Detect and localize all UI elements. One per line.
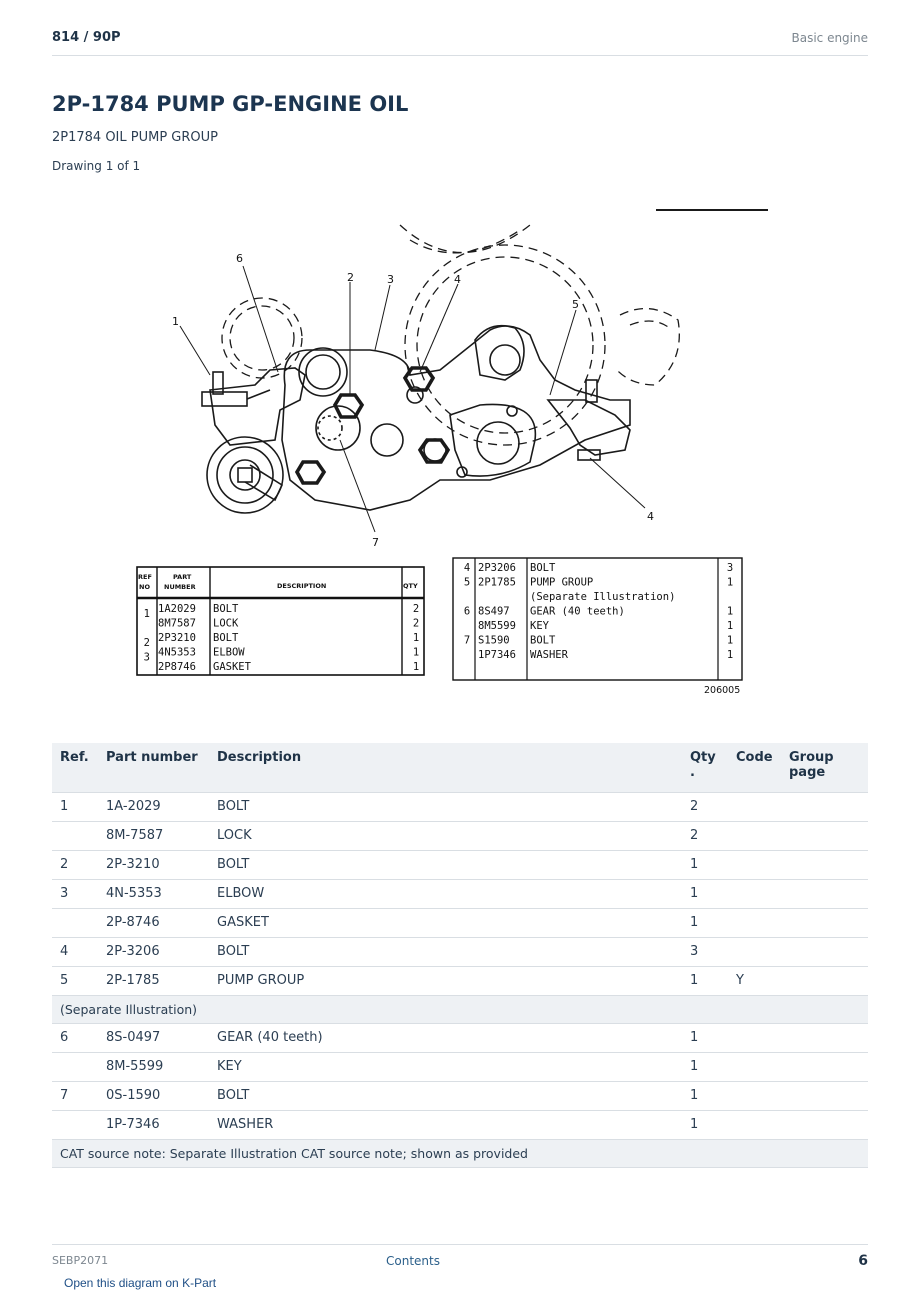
inset-part-number: 8M5599 — [478, 620, 516, 632]
illustration-number: 206005 — [704, 685, 741, 696]
page-number: 6 — [858, 1253, 868, 1269]
qty-cell: 1 — [682, 1052, 728, 1081]
callout-1: 1 — [172, 315, 179, 328]
inset-part-number: 2P8746 — [158, 661, 196, 673]
code-cell — [728, 1110, 781, 1139]
inset-description: BOLT — [530, 634, 556, 647]
inset-part-number: 2P3206 — [478, 562, 516, 574]
open-kpart-link[interactable]: Open this diagram on K-Part — [64, 1276, 217, 1290]
code-cell — [728, 850, 781, 879]
inset-qty: 1 — [726, 649, 734, 661]
inset-qty: 1 — [726, 576, 734, 589]
contents-link[interactable]: Contents — [386, 1254, 440, 1268]
inset-part-number: S1590 — [478, 634, 510, 647]
code-cell — [728, 1023, 781, 1052]
ref-cell: 7 — [52, 1081, 98, 1110]
part-number-cell[interactable]: 2P-1785 — [98, 966, 209, 995]
ref-cell — [52, 908, 98, 937]
inset-left-desc-header: DESCRIPTION — [277, 582, 327, 590]
code-cell — [728, 937, 781, 966]
svg-text:REF: REF — [138, 573, 152, 581]
qty-cell: 1 — [682, 1110, 728, 1139]
inset-ref: 4 — [463, 562, 471, 574]
part-number-cell[interactable]: 2P-3206 — [98, 937, 209, 966]
table-note-row — [52, 1139, 868, 1167]
section-label: Basic engine — [791, 31, 868, 45]
qty-cell: 1 — [682, 850, 728, 879]
table-row — [52, 908, 868, 937]
ref-cell: 4 — [52, 937, 98, 966]
pump-drawing — [180, 210, 768, 532]
inset-qty: 1 — [412, 661, 420, 673]
inset-description: GASKET — [213, 661, 251, 673]
col-qty: Qty . — [682, 743, 728, 792]
part-number-cell[interactable]: 1P-7346 — [98, 1110, 209, 1139]
inset-parts-list-right — [453, 558, 742, 696]
page-header — [52, 28, 868, 56]
svg-text:NO: NO — [139, 583, 150, 591]
inset-ref: 6 — [463, 605, 471, 618]
table-row — [52, 1052, 868, 1081]
inset-description: LOCK — [213, 617, 239, 630]
ref-cell: 1 — [52, 792, 98, 821]
description-cell: BOLT — [209, 937, 682, 966]
parts-table — [52, 743, 868, 1168]
inset-ref: 7 — [463, 634, 471, 647]
qty-cell: 1 — [682, 1023, 728, 1052]
inset-part-number: 1A2029 — [158, 603, 196, 615]
inset-left-qty-header: QTY — [403, 582, 418, 590]
svg-text:NUMBER: NUMBER — [164, 583, 196, 591]
group-subtitle: 2P1784 OIL PUMP GROUP — [52, 130, 219, 145]
inset-description: BOLT — [213, 632, 239, 644]
table-note-row — [52, 995, 868, 1023]
qty-cell: 1 — [682, 966, 728, 995]
code-cell — [728, 792, 781, 821]
description-cell: BOLT — [209, 792, 682, 821]
inset-description: BOLT — [213, 603, 239, 615]
description-cell: GEAR (40 teeth) — [209, 1023, 682, 1052]
table-row — [52, 1110, 868, 1139]
part-number-cell[interactable]: 2P-8746 — [98, 908, 209, 937]
inset-description: PUMP GROUP — [530, 576, 594, 589]
qty-cell: 1 — [682, 1081, 728, 1110]
doc-id: SEBP2071 — [52, 1254, 109, 1267]
qty-cell: 2 — [682, 792, 728, 821]
callout-6: 6 — [236, 252, 243, 265]
table-row — [52, 966, 868, 995]
description-cell: PUMP GROUP — [209, 966, 682, 995]
group-page-cell — [781, 1023, 868, 1052]
group-page-cell — [781, 879, 868, 908]
note-text: CAT source note: Separate Illustration CAT source note; shown as provided — [52, 1139, 868, 1167]
inset-qty: 3 — [726, 562, 734, 574]
group-page-cell — [781, 937, 868, 966]
table-row — [52, 821, 868, 850]
inset-ref: 2 — [143, 637, 150, 649]
ref-cell — [52, 821, 98, 850]
inset-part-number: 2P3210 — [158, 632, 196, 644]
qty-cell: 2 — [682, 821, 728, 850]
group-page-cell — [781, 966, 868, 995]
group-page-cell — [781, 1052, 868, 1081]
code-cell: Y — [728, 966, 781, 995]
inset-qty: 2 — [412, 617, 420, 630]
ref-cell — [52, 1052, 98, 1081]
callout-4-bottom: 4 — [647, 510, 654, 523]
inset-qty: 1 — [412, 632, 420, 644]
qty-cell: 3 — [682, 937, 728, 966]
group-page-cell — [781, 850, 868, 879]
ref-cell: 6 — [52, 1023, 98, 1052]
inset-description: GEAR (40 teeth) — [530, 605, 625, 618]
inset-ref: 3 — [143, 651, 150, 664]
callout-7: 7 — [372, 536, 379, 549]
table-row — [52, 1023, 868, 1052]
part-number-cell[interactable]: 8S-0497 — [98, 1023, 209, 1052]
part-number-cell[interactable]: 0S-1590 — [98, 1081, 209, 1110]
description-cell: KEY — [209, 1052, 682, 1081]
inset-description: KEY — [530, 620, 549, 632]
callout-3: 3 — [387, 273, 394, 286]
inset-part-number: 8S497 — [478, 605, 510, 618]
col-ref: Ref. — [52, 743, 98, 792]
code-cell — [728, 821, 781, 850]
inset-part-number: 1P7346 — [478, 649, 516, 661]
table-row — [52, 792, 868, 821]
ref-cell: 2 — [52, 850, 98, 879]
qty-cell: 1 — [682, 879, 728, 908]
group-page-cell — [781, 1081, 868, 1110]
inset-qty: 1 — [726, 634, 734, 647]
group-page-cell — [781, 821, 868, 850]
col-part-number: Part number — [98, 743, 209, 792]
inset-description: WASHER — [530, 649, 568, 661]
parts-diagram — [110, 200, 810, 700]
drawing-count: Drawing 1 of 1 — [52, 159, 141, 173]
group-page-cell — [781, 1110, 868, 1139]
inset-qty: 1 — [726, 620, 734, 632]
description-cell: BOLT — [209, 1081, 682, 1110]
table-row — [52, 937, 868, 966]
inset-ref: 5 — [463, 576, 471, 589]
callout-2: 2 — [347, 271, 354, 284]
description-cell: WASHER — [209, 1110, 682, 1139]
model-label: 814 / 90P — [52, 30, 121, 45]
inset-ref: 1 — [143, 608, 150, 620]
note-text: (Separate Illustration) — [52, 995, 868, 1023]
group-page-cell — [781, 908, 868, 937]
page-title: 2P-1784 PUMP GP-ENGINE OIL — [52, 92, 409, 116]
col-description: Description — [209, 743, 682, 792]
callout-4-top: 4 — [454, 273, 461, 286]
inset-part-number: 8M7587 — [158, 617, 196, 630]
col-group-page: Group page — [781, 743, 868, 792]
part-number-cell[interactable]: 4N-5353 — [98, 879, 209, 908]
description-cell: BOLT — [209, 850, 682, 879]
description-cell: LOCK — [209, 821, 682, 850]
inset-qty: 1 — [412, 646, 420, 659]
code-cell — [728, 879, 781, 908]
part-number-cell[interactable]: 8M-5599 — [98, 1052, 209, 1081]
table-row — [52, 1081, 868, 1110]
qty-cell: 1 — [682, 908, 728, 937]
parts-table-header — [52, 743, 868, 792]
code-cell — [728, 1081, 781, 1110]
inset-parts-list-left — [137, 567, 424, 675]
part-number-cell[interactable]: 1A-2029 — [98, 792, 209, 821]
inset-description: ELBOW — [213, 646, 245, 659]
part-number-cell[interactable]: 8M-7587 — [98, 821, 209, 850]
ref-cell — [52, 1110, 98, 1139]
inset-qty: 1 — [726, 605, 734, 618]
ref-cell: 3 — [52, 879, 98, 908]
inset-description: BOLT — [530, 562, 556, 574]
table-row — [52, 850, 868, 879]
description-cell: ELBOW — [209, 879, 682, 908]
svg-text:PART: PART — [173, 573, 192, 581]
group-page-cell — [781, 792, 868, 821]
ref-cell: 5 — [52, 966, 98, 995]
inset-description: (Separate Illustration) — [530, 591, 676, 603]
callout-5: 5 — [572, 298, 579, 311]
page-footer — [52, 1244, 868, 1274]
table-row — [52, 879, 868, 908]
description-cell: GASKET — [209, 908, 682, 937]
inset-qty: 2 — [412, 603, 420, 615]
inset-part-number: 4N5353 — [158, 646, 196, 659]
col-code: Code — [728, 743, 781, 792]
part-number-cell[interactable]: 2P-3210 — [98, 850, 209, 879]
code-cell — [728, 1052, 781, 1081]
inset-part-number: 2P1785 — [478, 576, 516, 589]
code-cell — [728, 908, 781, 937]
